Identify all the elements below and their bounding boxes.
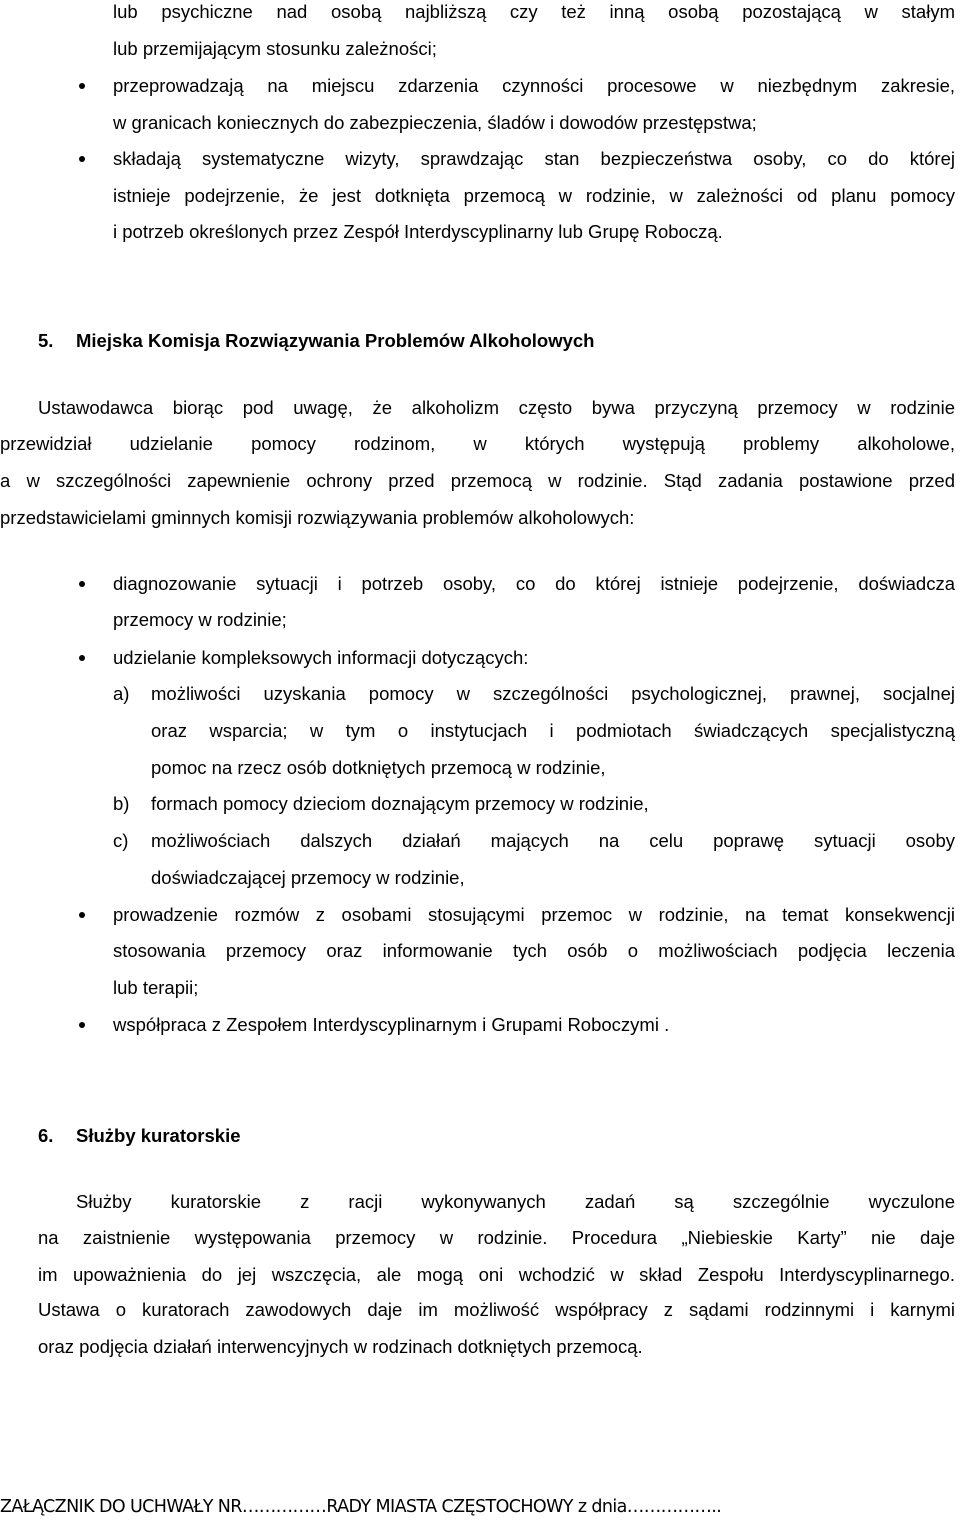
subitem-line: oraz wsparcia; w tym o instytucjach i podmiotach świadczących specjalistyczną: [151, 720, 955, 741]
text-line: składają systematyczne wizyty, sprawdzając stan bezpieczeństwa osoby, co do której: [113, 148, 955, 169]
paragraph-line: przewidział udzielanie pomocy rodzinom, w których występują problemy alkoholowe,: [0, 433, 955, 454]
subitem-label: b): [113, 793, 130, 814]
section-title: Miejska Komisja Rozwiązywania Problemów Alkoholowych: [76, 330, 595, 351]
subitem-line: możliwościach dalszych działań mających na celu poprawę sytuacji osoby: [151, 830, 955, 851]
list-item-line: współpraca z Zespołem Interdyscyplinarnym i Grupami Roboczymi .: [113, 1014, 670, 1035]
subitem-line: formach pomocy dzieciom doznającym przemocy w rodzinie,: [151, 793, 649, 814]
text-line: w granicach koniecznych do zabezpieczenia, śladów i dowodów przestępstwa;: [113, 112, 757, 133]
text-line: lub przemijającym stosunku zależności;: [113, 38, 437, 59]
text-line: i potrzeb określonych przez Zespół Interdyscyplinarny lub Grupę Roboczą.: [113, 221, 723, 242]
bullet-icon: [79, 156, 85, 162]
subitem-line: doświadczającej przemocy w rodzinie,: [151, 867, 465, 888]
list-item-line: przemocy w rodzinie;: [113, 609, 287, 630]
list-item-line: prowadzenie rozmów z osobami stosującymi przemoc w rodzinie, na temat konsekwencji: [113, 904, 955, 925]
text-line: istnieje podejrzenie, że jest dotknięta przemocą w rodzinie, w zależności od planu pomocy: [113, 185, 955, 206]
bullet-icon: [79, 581, 85, 587]
bullet-icon: [79, 655, 85, 661]
paragraph-line: im upoważnienia do jej wszczęcia, ale mogą oni wchodzić w skład Zespołu Interdyscyplinarnego.: [38, 1264, 955, 1285]
section-number: 6.: [38, 1125, 54, 1146]
paragraph-line: Ustawa o kuratorach zawodowych daje im możliwość współpracy z sądami rodzinnymi i karnymi: [38, 1299, 955, 1320]
paragraph-line: Ustawodawca biorąc pod uwagę, że alkoholizm często bywa przyczyną przemocy w rodzinie: [38, 397, 955, 418]
section-title: Służby kuratorskie: [76, 1125, 241, 1146]
text-line: lub psychiczne nad osobą najbliższą czy też inną osobą pozostającą w stałym: [113, 1, 955, 22]
paragraph-line: oraz podjęcia działań interwencyjnych w rodzinach dotkniętych przemocą.: [38, 1336, 643, 1357]
subitem-line: możliwości uzyskania pomocy w szczególności psychologicznej, prawnej, socjalnej: [151, 683, 955, 704]
bullet-icon: [79, 912, 85, 918]
subitem-label: c): [113, 830, 129, 851]
paragraph-line: przedstawicielami gminnych komisji rozwiązywania problemów alkoholowych:: [0, 507, 635, 528]
paragraph-line: na zaistnienie występowania przemocy w rodzinie. Procedura „Niebieskie Karty” nie daje: [38, 1227, 955, 1248]
list-item-line: lub terapii;: [113, 977, 199, 998]
subitem-line: pomoc na rzecz osób dotkniętych przemocą w rodzinie,: [151, 757, 606, 778]
list-item-line: stosowania przemocy oraz informowanie tych osób o możliwościach podjęcia leczenia: [113, 940, 955, 961]
bullet-icon: [79, 83, 85, 89]
section-number: 5.: [38, 330, 54, 351]
list-item-line: udzielanie kompleksowych informacji dotyczących:: [113, 647, 529, 668]
page-footer: ZAŁĄCZNIK DO UCHWAŁY NR……………RADY MIASTA CZĘSTOCHOWY z dnia……………..: [0, 1497, 722, 1517]
list-item-line: diagnozowanie sytuacji i potrzeb osoby, co do której istnieje podejrzenie, doświadcza: [113, 573, 955, 594]
bullet-icon: [79, 1022, 85, 1028]
subitem-label: a): [113, 683, 130, 704]
paragraph-line: a w szczególności zapewnienie ochrony przed przemocą w rodzinie. Stąd zadania postawione przed: [0, 470, 955, 491]
paragraph-line: Służby kuratorskie z racji wykonywanych zadań są szczególnie wyczulone: [76, 1191, 955, 1212]
text-line: przeprowadzają na miejscu zdarzenia czynności procesowe w niezbędnym zakresie,: [113, 75, 955, 96]
